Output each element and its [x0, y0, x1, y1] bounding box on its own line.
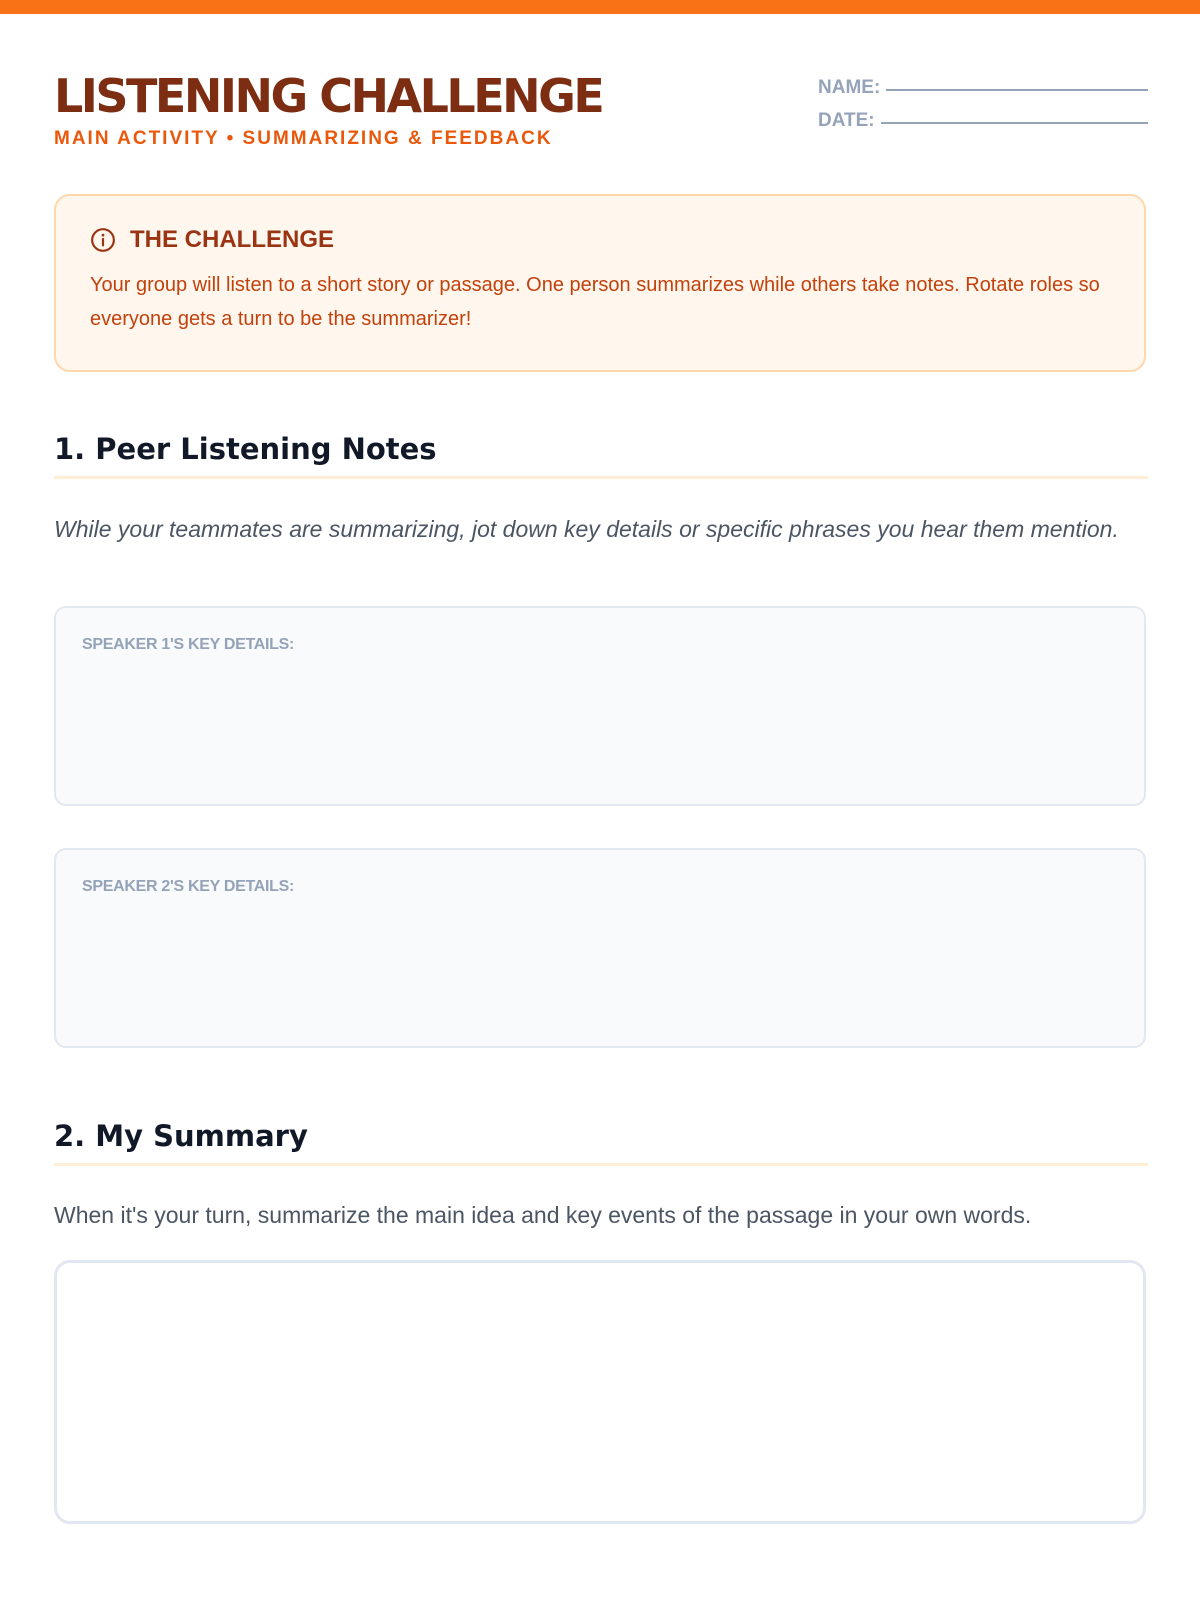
section-1-description: While your teammates are summarizing, jot down key details or specific phrases you hear them mention. [54, 516, 1119, 542]
challenge-header [90, 226, 1110, 254]
challenge-text: Your group will listen to a short story or passage. One person summarizes while others take notes. Rotate roles so everyone gets a turn to be the summarizer! [90, 274, 1100, 330]
section-1-title: 1. Peer Listening Notes [54, 432, 1148, 479]
speaker-2-notes-box[interactable] [54, 848, 1146, 1048]
name-label: NAME: [818, 77, 881, 98]
section-2-title: 2. My Summary [54, 1119, 1148, 1166]
name-row [818, 66, 1148, 99]
top-accent-bar [0, 0, 1200, 14]
section-2-description: When it's your turn, summarize the main idea and key events of the passage in your own words. [54, 1202, 1032, 1228]
student-info [818, 66, 1148, 132]
date-row [818, 99, 1148, 132]
challenge-callout [54, 194, 1146, 372]
date-field[interactable] [881, 122, 1148, 124]
challenge-title: THE CHALLENGE [130, 226, 334, 253]
speaker-1-notes-label: SPEAKER 1'S KEY DETAILS: [82, 636, 295, 653]
date-label: DATE: [818, 110, 875, 131]
page-subtitle: MAIN ACTIVITY • SUMMARIZING & FEEDBACK [54, 128, 553, 149]
name-field[interactable] [886, 89, 1148, 91]
page-title: LISTENING CHALLENGE [54, 69, 603, 123]
speaker-1-notes-box[interactable] [54, 606, 1146, 806]
info-icon [90, 227, 116, 253]
speaker-2-notes-label: SPEAKER 2'S KEY DETAILS: [82, 878, 295, 895]
summary-writing-box[interactable] [54, 1260, 1146, 1524]
page-header [54, 66, 1148, 166]
